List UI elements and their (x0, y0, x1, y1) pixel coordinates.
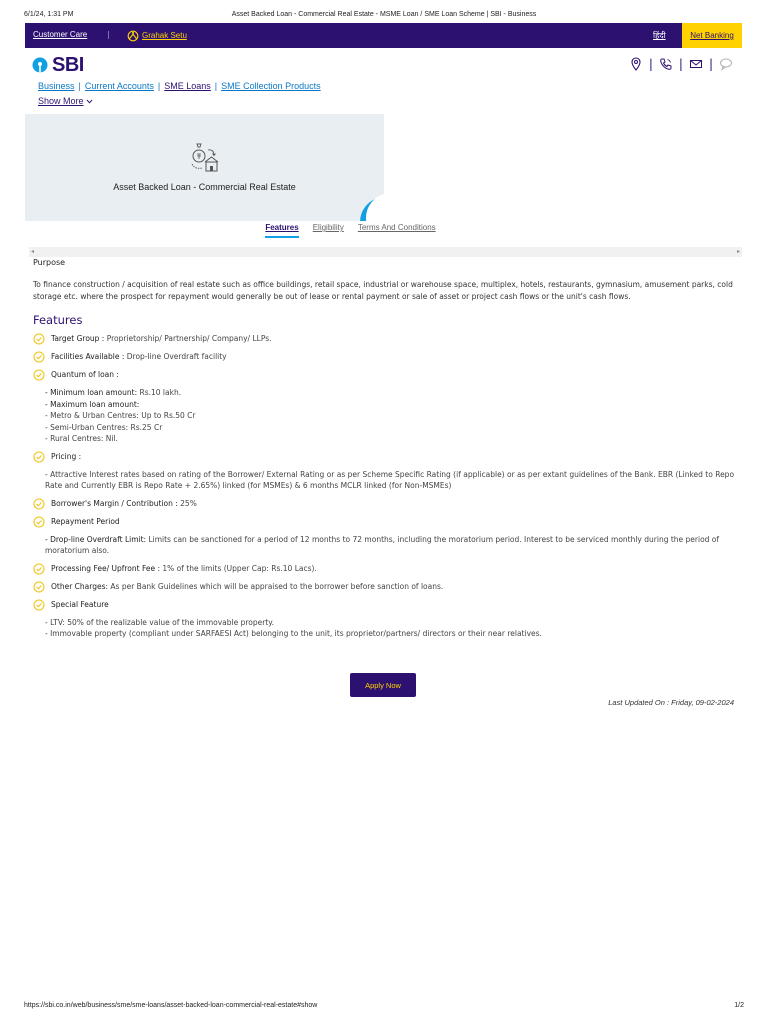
customer-care-link[interactable]: Customer Care (33, 30, 88, 39)
last-updated: Last Updated On : Friday, 09-02-2024 (608, 698, 734, 707)
sub-label: - Drop-line Overdraft Limit: (45, 534, 147, 544)
sub-line: - Semi-Urban Centres: Rs.25 Cr (45, 422, 163, 432)
topbar-separator: | (107, 30, 110, 39)
apply-now-button[interactable]: Apply Now (350, 673, 416, 697)
net-banking-button[interactable]: Net Banking (682, 23, 742, 48)
breadcrumb-separator: | (78, 81, 81, 91)
check-circle-icon (33, 451, 45, 463)
feature-label: Quantum of loan : (51, 370, 119, 379)
purpose-text: To finance construction / acquisition of real estate such as office buildings, retail space, industrial or warehouse space, multiplex, hotels, restaurants, gymnasium, amusement parks, cold storage etc. where the prospect for repayment would generally be out of lease or rental payment or sale of asset or project cash flows or the unit's cash flows. (33, 280, 733, 301)
breadcrumb (38, 81, 321, 91)
features-heading: Features (33, 313, 83, 327)
feature-value: Proprietorship/ Partnership/ Company/ LLPs. (104, 334, 272, 343)
breadcrumb-separator: | (214, 81, 218, 91)
features-content (33, 258, 736, 646)
check-circle-icon (33, 369, 45, 381)
tab-eligibility[interactable]: Eligibility (312, 223, 344, 232)
feature-item-other-charges (33, 581, 736, 593)
chevron-down-icon (86, 98, 93, 105)
show-more-label: Show More (38, 96, 84, 106)
check-circle-icon (33, 516, 45, 528)
feature-label: Other Charges (51, 581, 106, 591)
sub-label: - Maximum loan amount: (45, 399, 140, 409)
check-circle-icon (33, 581, 45, 593)
special-details (45, 617, 736, 640)
scroll-left-arrow[interactable]: ◂ (31, 248, 35, 255)
tab-terms-and-conditions[interactable]: Terms And Conditions (357, 223, 436, 232)
sbi-logo-text: SBI (52, 53, 84, 76)
sbi-logo-icon (32, 57, 48, 73)
feature-label: Target Group : (51, 334, 105, 343)
feature-value: 1% of the limits (Upper Cap: Rs.10 Lacs). (160, 563, 317, 573)
feature-label: Repayment Period (51, 516, 120, 526)
horizontal-scrollbar[interactable] (29, 247, 742, 257)
breadcrumb-business[interactable]: Business (38, 81, 75, 91)
hero-title: Asset Backed Loan - Commercial Real Estate (113, 182, 296, 192)
decorative-corner (366, 193, 384, 221)
print-date: 6/1/24, 1:31 PM (24, 11, 74, 18)
sub-line: - Rural Centres: Nil. (45, 434, 118, 443)
quantum-details (45, 387, 736, 445)
feature-item-quantum (33, 369, 736, 381)
top-bar (25, 23, 742, 48)
decorative-corner (25, 114, 53, 136)
sub-label: - Minimum loan amount: (45, 388, 138, 397)
sub-line: - Attractive Interest rates based on rating of the Borrower/ External Rating or as per Scheme Specific Rating (if applicable) or as per extant guidelines of the Bank. EBR (Linked to Repo Rate and Currently EBR is Repo Rate + 2.65%) linked (for MSMEs) & 6 months MCLR linked (for Non-MSMEs) (45, 469, 735, 490)
check-circle-icon (33, 351, 45, 363)
sub-line: - LTV: 50% of the realizable value of the immovable property. (45, 617, 275, 627)
grahak-setu-link[interactable] (126, 28, 187, 43)
feature-item-repayment (33, 516, 736, 528)
print-page-number: 1/2 (734, 1002, 744, 1009)
feature-value: Drop-line Overdraft facility (124, 352, 227, 361)
feature-item-facilities (33, 351, 736, 363)
hero-banner (25, 114, 384, 221)
sub-line: - Metro & Urban Centres: Up to Rs.50 Cr (45, 411, 196, 420)
icon-divider: | (708, 57, 713, 71)
icon-divider: | (678, 57, 683, 71)
sub-line: - Immovable property (compliant under SARFAESI Act) belonging to the unit, its proprietor/partners/ directors or their near relatives. (45, 629, 542, 638)
content-tabs (0, 223, 768, 238)
feature-item-margin (33, 498, 736, 510)
feature-item-pricing (33, 451, 736, 463)
chat-icon[interactable] (718, 56, 734, 72)
grahak-setu-label: Grahak Setu (142, 31, 187, 40)
sbi-logo[interactable] (32, 54, 84, 76)
feature-item-target-group (33, 333, 736, 345)
breadcrumb-sme-loans[interactable]: SME Loans (164, 81, 211, 91)
feature-label: Facilities Available : (51, 352, 125, 361)
grahak-setu-icon (126, 29, 140, 43)
feature-value: : As per Bank Guidelines which will be appraised to the borrower before sanction of loans. (105, 581, 444, 591)
real-estate-loan-icon (186, 140, 222, 176)
breadcrumb-separator: | (157, 81, 161, 91)
print-url: https://sbi.co.in/web/business/sme/sme-loans/asset-backed-loan-commercial-real-estate#show (24, 1002, 318, 1009)
feature-label: Borrower's Margin / Contribution : (51, 498, 178, 508)
feature-label: Special Feature (51, 599, 109, 609)
phone-icon[interactable] (658, 56, 674, 72)
feature-label: Processing Fee/ Upfront Fee : (51, 563, 160, 573)
check-circle-icon (33, 599, 45, 611)
sub-value: Rs.10 lakh. (137, 388, 182, 397)
feature-value: 25% (177, 498, 197, 508)
scroll-right-arrow[interactable]: ▸ (736, 248, 740, 255)
purpose-heading: Purpose (33, 258, 66, 267)
location-icon[interactable] (628, 56, 644, 72)
feature-item-processing-fee (33, 563, 736, 575)
feature-label: Pricing : (51, 451, 82, 461)
hindi-language-link[interactable]: हिंदी (653, 31, 666, 40)
print-title: Asset Backed Loan - Commercial Real Estate - MSME Loan / SME Loan Scheme | SBI - Business (231, 11, 537, 18)
tab-features[interactable]: Features (265, 223, 298, 238)
repayment-details (45, 534, 736, 557)
pricing-details (45, 469, 736, 492)
mail-icon[interactable] (688, 56, 704, 72)
check-circle-icon (33, 333, 45, 345)
utility-icons (628, 56, 734, 72)
show-more-link[interactable] (38, 96, 93, 106)
breadcrumb-current-accounts[interactable]: Current Accounts (84, 81, 154, 91)
sub-value: Limits can be sanctioned for a period of 12 months to 72 months, including the moratorium period. Interest to be serviced monthly during the period of moratorium also. (45, 534, 720, 555)
check-circle-icon (33, 563, 45, 575)
print-header (24, 11, 744, 21)
print-footer (24, 1002, 744, 1012)
check-circle-icon (33, 498, 45, 510)
breadcrumb-sme-collection-products[interactable]: SME Collection Products (221, 81, 321, 91)
feature-item-special (33, 599, 736, 611)
icon-divider: | (648, 57, 653, 71)
